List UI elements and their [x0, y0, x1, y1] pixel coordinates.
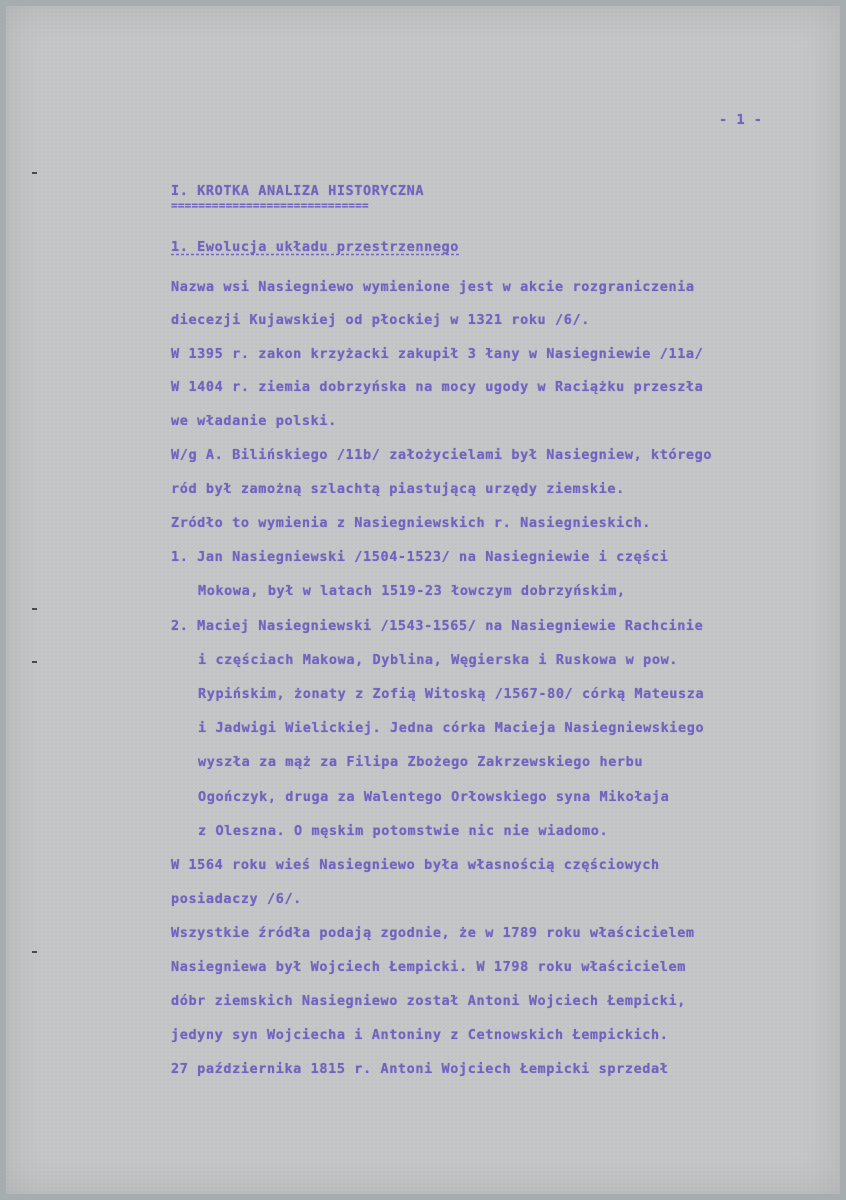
list-item-line: wyszła za mąż za Filipa Zbożego Zakrzewskiego herbu	[198, 754, 644, 770]
list-item-line: i częściach Makowa, Dyblina, Węgierska i Ruskowa w pow.	[198, 652, 679, 668]
margin-mark	[32, 172, 37, 174]
text-line: Zródło to wymienia z Nasiegniewskich r. Nasiegnieskich.	[171, 515, 652, 531]
text-line: W 1404 r. ziemia dobrzyńska na mocy ugody w Raciążku przeszła	[171, 379, 704, 395]
section-heading: I. KROTKA ANALIZA HISTORYCZNA	[171, 183, 425, 199]
document-page	[6, 6, 840, 1194]
text-line: jedyny syn Wojciecha i Antoniny z Cetnowskich Łempickich.	[171, 1027, 669, 1043]
text-line: W/g A. Bilińskiego /11b/ założycielami był Nasiegniew, którego	[171, 447, 713, 463]
text-line: posiadaczy /6/.	[171, 891, 302, 907]
margin-mark	[32, 661, 37, 663]
list-item-line: Ogończyk, druga za Walentego Orłowskiego syna Mikołaja	[198, 789, 670, 805]
list-item-line: z Olesznа. O męskim potomstwie nic nie wiadomo.	[198, 823, 609, 839]
list-item-line: 2. Maciej Nasiegniewski /1543-1565/ na Nasiegniewie Rachcinie	[171, 618, 704, 634]
list-item-line: 1. Jan Nasiegniewski /1504-1523/ na Nasiegniewie i części	[171, 549, 669, 565]
text-line: we władanie polski.	[171, 413, 337, 429]
text-line: ród był zamożną szlachtą piastującą urzędy ziemskie.	[171, 481, 625, 497]
text-line: Nasiegniewa był Wojciech Łempicki. W 1798 roku właścicielem	[171, 959, 686, 975]
margin-mark	[32, 608, 37, 610]
text-line: Nazwa wsi Nasiegniewo wymienione jest w akcie rozgraniczenia	[171, 279, 695, 295]
text-line: diecezji Kujawskiej od płockiej w 1321 roku /6/.	[171, 312, 590, 328]
list-item-line: Rypińskim, żonaty z Zofią Witoską /1567-80/ córką Mateusza	[198, 686, 705, 702]
text-line: 27 października 1815 r. Antoni Wojciech Łempicki sprzedał	[171, 1061, 669, 1077]
list-item-line: i Jadwigi Wielickiej. Jedna córka Macieja Nasiegniewskiego	[198, 720, 705, 736]
text-line: W 1564 roku wieś Nasiegniewo była własnością częściowych	[171, 857, 660, 873]
margin-mark	[32, 951, 37, 953]
text-line: W 1395 r. zakon krzyżacki zakupił 3 łany w Nasiegniewie /11a/	[171, 346, 704, 362]
page-number: - 1 -	[719, 112, 763, 128]
text-line: dóbr ziemskich Nasiegniewo został Antoni Wojciech Łempicki,	[171, 993, 686, 1009]
heading-underline: =============================	[171, 199, 369, 212]
subsection-heading: 1. Ewolucja układu przestrzennego	[171, 239, 460, 255]
list-item-line: Mokowa, był w latach 1519-23 łowczym dobrzyńskim,	[198, 583, 626, 599]
text-line: Wszystkie źródła podają zgodnie, że w 1789 roku właścicielem	[171, 925, 695, 941]
